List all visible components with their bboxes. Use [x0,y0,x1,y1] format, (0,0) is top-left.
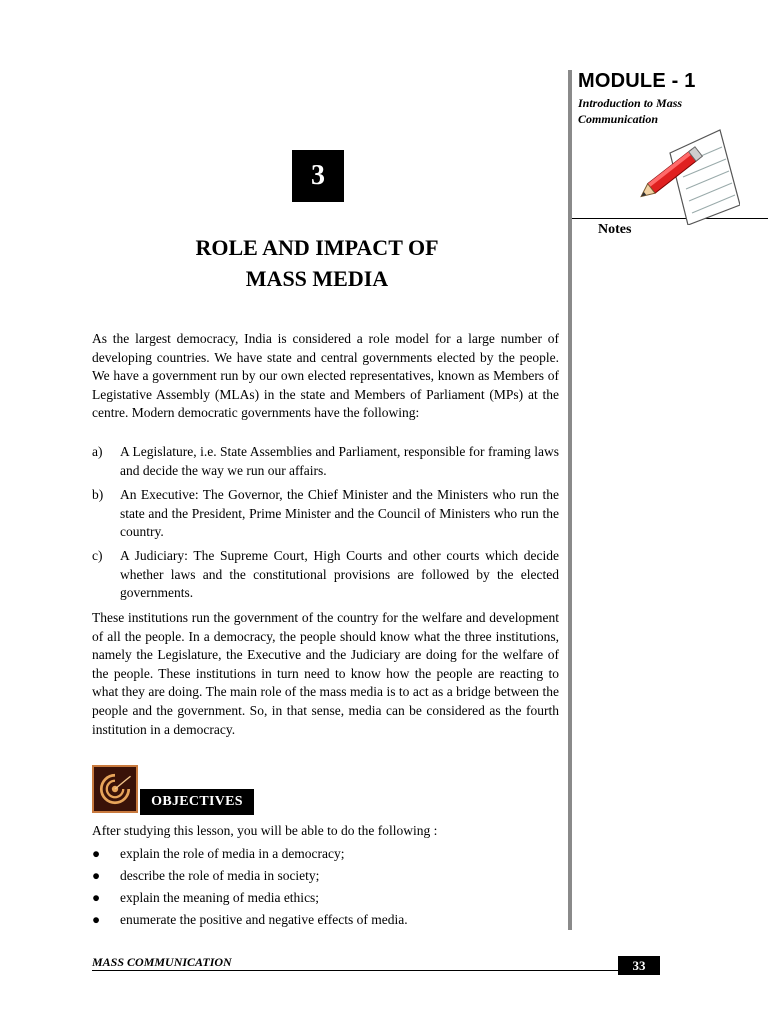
chapter-title [92,232,542,294]
closing-paragraph: These institutions run the government of the country for the welfare and development of all the people. In a democracy, the people should know what the three institutions, namely the Legislature, the Executive and the Judiciary are doing for the welfare of the people. These institutions in turn need to know how the people are reacting to what they are doing. The main role of the mass media is to act as a bridge between the people and the government. So, in that sense, media can be considered as the fourth institution in a democracy. [92,610,559,737]
bullet-icon: ● [92,912,101,927]
list-item [92,486,559,542]
page-number: 33 [618,956,660,975]
module-title: MODULE - 1 [578,70,696,92]
list-item-text: An Executive: The Governor, the Chief Minister and the Ministers who run the state and the President, Prime Minister and the Council of Ministers who run the country. [120,487,559,540]
bullet-icon: ● [92,890,101,905]
footer-divider [92,970,660,971]
list-item-text: A Legislature, i.e. State Assemblies and Parliament, responsible for framing laws and decide the way we run our affairs. [120,444,559,478]
list-marker: c) [92,548,103,563]
objective-text: enumerate the positive and negative effects of media. [120,912,408,927]
objective-text: describe the role of media in society; [120,868,320,883]
list-item [92,889,559,911]
list-item [92,911,559,933]
footer-label: MASS COMMUNICATION [92,955,232,969]
target-objectives-icon [92,765,138,813]
list-marker: a) [92,444,103,459]
margin-divider [568,70,572,930]
bullet-icon: ● [92,846,101,861]
list-item [92,443,559,480]
chapter-number: 3 [292,150,344,202]
list-item [92,845,559,867]
list-item-text: A Judiciary: The Supreme Court, High Courts and other courts which decide whether laws and the constitutional provisions are followed by the elected governments. [120,548,559,601]
list-marker: b) [92,487,104,502]
objectives-intro: After studying this lesson, you will be able to do the following : [92,823,438,838]
objectives-list [92,845,559,933]
pencil-on-paper-icon [640,125,740,225]
chapter-title-line2: MASS MEDIA [245,266,389,291]
intro-paragraph: As the largest democracy, India is considered a role model for a large number of developing countries. We have state and central governments elected by the people. We have a government run by our own elected representatives, known as Members of Legistative Assembly (MLAs) in the state and Members of Parliament (MPs) at the centre. Modern democratic governments have the following: [92,331,559,421]
list-item [92,867,559,889]
list-item [92,547,559,603]
objective-text: explain the role of media in a democracy; [120,846,345,861]
module-subtitle: Introduction to Mass Communication [578,96,683,126]
chapter-title-line1: ROLE AND IMPACT OF [195,235,439,260]
notes-label: Notes [598,222,632,237]
bullet-icon: ● [92,868,101,883]
objective-text: explain the meaning of media ethics; [120,890,320,905]
objectives-heading: OBJECTIVES [140,789,254,815]
